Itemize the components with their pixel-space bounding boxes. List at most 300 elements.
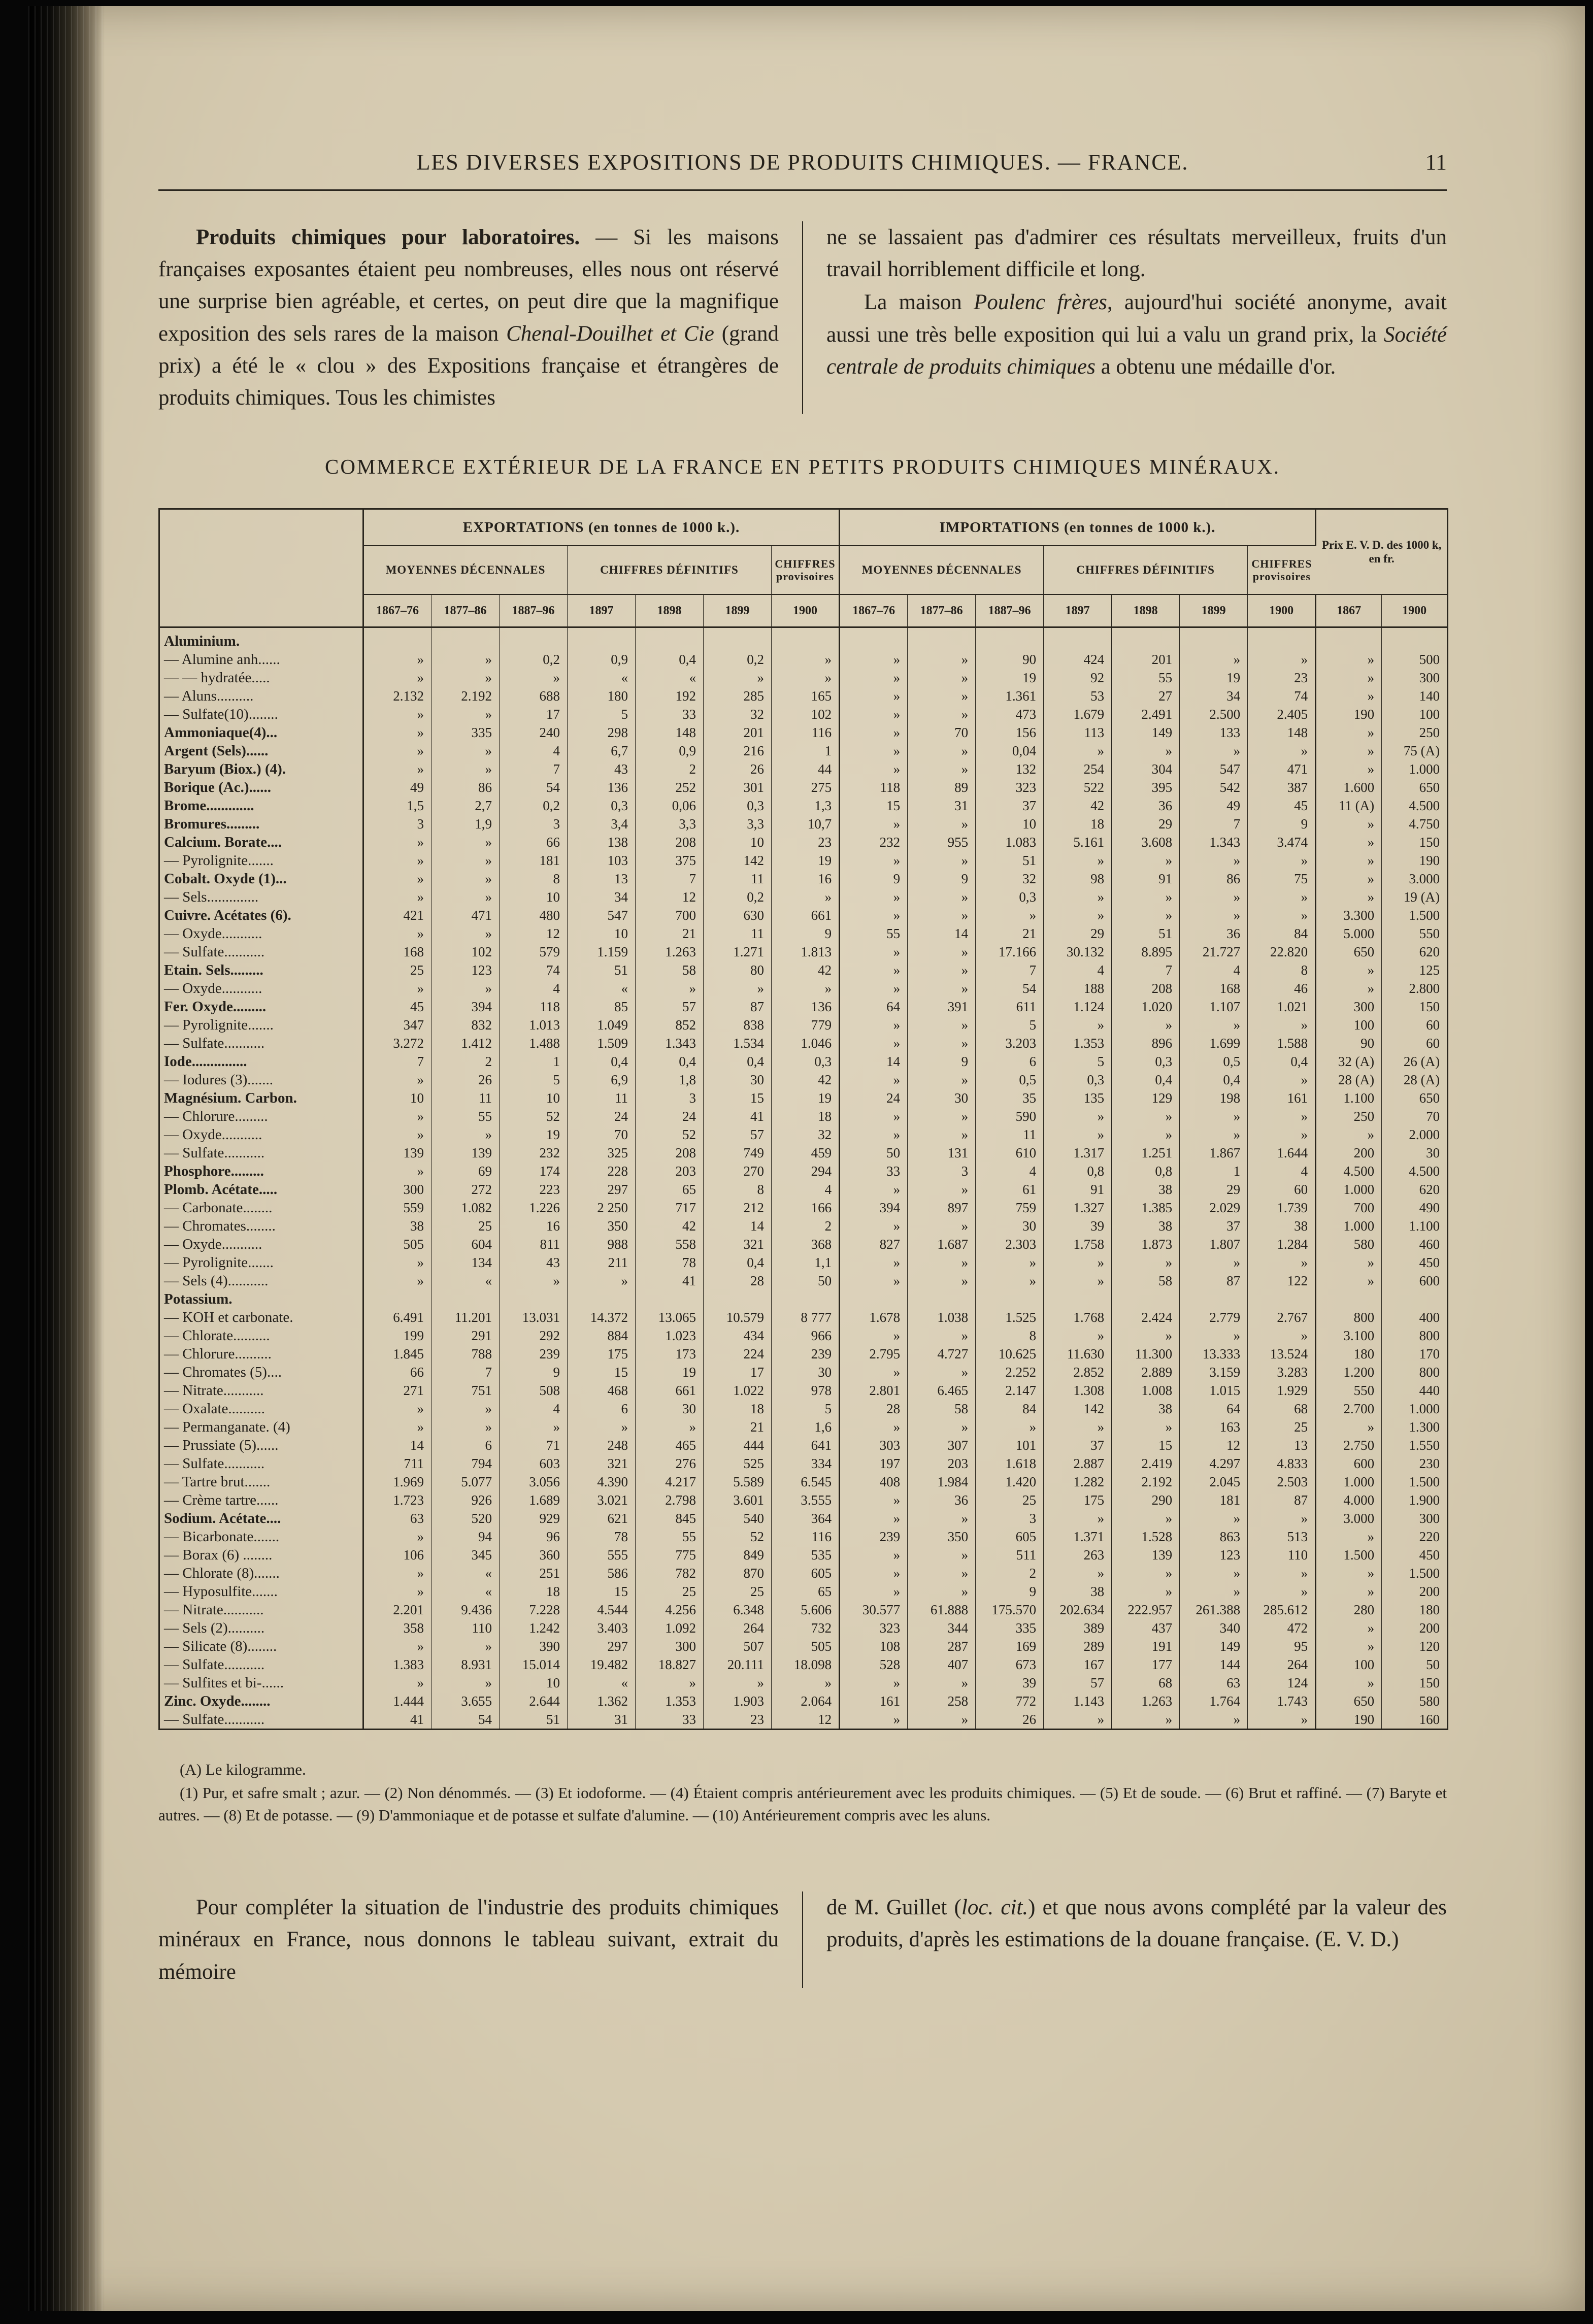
table-cell: 100 — [1316, 1655, 1382, 1674]
table-cell: 161 — [1248, 1089, 1316, 1107]
table-cell: 0,4 — [1180, 1071, 1248, 1089]
table-cell: 264 — [1248, 1655, 1316, 1674]
table-cell: » — [908, 906, 976, 924]
table-cell: 33 — [840, 1162, 908, 1180]
table-cell: 38 — [363, 1217, 432, 1235]
table-cell: 86 — [432, 778, 500, 796]
table-cell: 350 — [908, 1528, 976, 1546]
table-cell: 759 — [976, 1199, 1044, 1217]
row-label: — Bicarbonate....... — [159, 1528, 363, 1546]
table-cell: 364 — [772, 1509, 840, 1528]
table-cell: » — [432, 1125, 500, 1144]
table-cell: 1.159 — [568, 943, 636, 961]
table-cell: 89 — [908, 778, 976, 796]
table-cell: 579 — [500, 943, 568, 961]
table-cell: 303 — [840, 1436, 908, 1454]
table-cell: 202.634 — [1044, 1601, 1112, 1619]
table-cell — [908, 627, 976, 651]
table-cell: 749 — [704, 1144, 772, 1162]
table-row — [159, 1454, 1448, 1473]
table-row — [159, 906, 1448, 924]
table-cell: 0,2 — [704, 650, 772, 669]
table-section-row — [159, 1290, 1448, 1308]
table-cell: 2.852 — [1044, 1363, 1112, 1381]
table-cell: » — [908, 1272, 976, 1290]
table-cell — [772, 627, 840, 651]
table-cell: 1.903 — [704, 1692, 772, 1710]
table-cell: 450 — [1419, 1547, 1440, 1563]
table-cell: 25 — [636, 1582, 704, 1601]
table-cell: 897 — [908, 1199, 976, 1217]
table-cell: » — [432, 705, 500, 723]
table-cell: 5 — [1044, 1052, 1112, 1071]
table-cell: 1 — [500, 1052, 568, 1071]
table-cell: 28 — [840, 1400, 908, 1418]
table-cell: 471 — [432, 906, 500, 924]
table-cell: » — [1248, 888, 1316, 906]
table-cell: » — [840, 1363, 908, 1381]
table-cell: 22.820 — [1248, 943, 1316, 961]
table-cell: 32 — [704, 705, 772, 723]
table-cell: » — [1044, 1710, 1112, 1730]
table-cell: 285 — [704, 687, 772, 705]
table-cell: 0,4 — [636, 1052, 704, 1071]
table-cell — [1248, 627, 1316, 651]
table-cell: 1.739 — [1248, 1199, 1316, 1217]
table-cell: 6 — [568, 1400, 636, 1418]
table-cell: » — [840, 943, 908, 961]
intro-right-column — [802, 221, 1447, 414]
table-cell: 4.256 — [636, 1601, 704, 1619]
table-cell: 18 — [772, 1107, 840, 1125]
table-cell: 18.827 — [636, 1655, 704, 1674]
table-cell: 25 — [1248, 1418, 1316, 1436]
table-cell: 8 — [704, 1180, 772, 1199]
table-cell: » — [908, 742, 976, 760]
footnote-kilogramme: (A) Le kilogramme. — [180, 1761, 306, 1779]
table-cell: 1.644 — [1248, 1144, 1316, 1162]
table-cell: 782 — [636, 1564, 704, 1582]
table-cell: 15 — [840, 796, 908, 815]
table-row — [159, 1107, 1448, 1125]
table-cell: 11.300 — [1112, 1345, 1180, 1363]
table-cell: » — [772, 979, 840, 998]
table-cell: » — [432, 851, 500, 870]
table-cell: » — [1112, 1564, 1180, 1582]
table-row — [159, 778, 1448, 796]
table-cell: 800 — [1419, 1328, 1440, 1344]
table-cell: 161 — [840, 1692, 908, 1710]
table-cell: 4 — [500, 979, 568, 998]
table-cell: 70 — [1426, 1109, 1440, 1124]
table-row — [159, 1217, 1448, 1235]
table-cell: 800 — [1419, 1365, 1440, 1380]
table-cell: 74 — [500, 961, 568, 979]
table-cell: 1.385 — [1112, 1199, 1180, 1217]
table-cell: 4.500 — [1409, 798, 1440, 814]
table-cell: 41 — [363, 1710, 432, 1730]
table-cell: » — [432, 669, 500, 687]
table-cell: 167 — [1044, 1655, 1112, 1674]
table-cell: 19 — [500, 1125, 568, 1144]
table-cell: 827 — [840, 1235, 908, 1253]
table-cell: 0,4 — [568, 1052, 636, 1071]
table-cell: 2.798 — [636, 1491, 704, 1509]
table-row — [159, 1436, 1448, 1454]
table-cell — [1382, 627, 1448, 651]
table-cell: 100 — [1316, 1016, 1382, 1034]
table-cell: 10,7 — [772, 815, 840, 833]
table-cell: 301 — [704, 778, 772, 796]
table-cell: 34 — [568, 888, 636, 906]
table-cell: 661 — [636, 1381, 704, 1400]
table-cell: 15 — [568, 1363, 636, 1381]
row-label: — Sulfate(10)........ — [159, 705, 363, 723]
table-cell: 2.779 — [1180, 1308, 1248, 1326]
table-cell: » — [1044, 888, 1112, 906]
table-cell: 794 — [432, 1454, 500, 1473]
row-label: Brome............. — [159, 796, 363, 815]
table-cell: 8 — [976, 1326, 1044, 1345]
table-cell: 1.534 — [704, 1034, 772, 1052]
table-cell: 44 — [772, 760, 840, 778]
table-cell: » — [976, 906, 1044, 924]
table-cell: 620 — [1419, 944, 1440, 960]
table-cell: 240 — [500, 723, 568, 742]
table-cell: 2.303 — [976, 1235, 1044, 1253]
table-cell: 4.750 — [1409, 816, 1440, 832]
table-cell: » — [363, 833, 432, 851]
table-cell: 0,04 — [976, 742, 1044, 760]
table-body — [159, 627, 1448, 1730]
table-cell: 96 — [500, 1528, 568, 1546]
table-cell: 11 — [432, 1089, 500, 1107]
table-cell — [1044, 627, 1112, 651]
table-cell: 550 — [1316, 1381, 1382, 1400]
page-header — [158, 149, 1447, 175]
table-cell: 21 — [704, 1418, 772, 1436]
table-cell: 1.000 — [1409, 761, 1440, 777]
table-cell: » — [363, 1528, 432, 1546]
table-cell: 558 — [636, 1235, 704, 1253]
table-cell: 1.022 — [704, 1381, 772, 1400]
table-cell: » — [1316, 979, 1382, 998]
table-cell: 165 — [772, 687, 840, 705]
table-cell: 1.000 — [1316, 1473, 1382, 1491]
closing-left-column — [158, 1891, 802, 1988]
table-cell: 132 — [976, 760, 1044, 778]
table-cell: 347 — [363, 1016, 432, 1034]
table-cell: 116 — [772, 1528, 840, 1546]
table-cell: 3.474 — [1248, 833, 1316, 851]
table-cell: 250 — [1419, 725, 1440, 741]
table-cell: 1.263 — [636, 943, 704, 961]
table-cell: 600 — [1316, 1454, 1382, 1473]
table-cell: 520 — [432, 1509, 500, 1528]
table-cell: 60 — [1248, 1180, 1316, 1199]
table-row — [159, 979, 1448, 998]
table-cell: » — [1112, 1016, 1180, 1034]
table-cell: 280 — [1316, 1601, 1382, 1619]
table-row — [159, 1253, 1448, 1272]
table-cell: 150 — [1419, 1675, 1440, 1691]
table-row — [159, 723, 1448, 742]
table-cell: » — [840, 1107, 908, 1125]
table-cell: » — [1248, 1107, 1316, 1125]
table-cell: 17 — [704, 1363, 772, 1381]
footnotes — [158, 1758, 1447, 1827]
table-cell: 4.727 — [908, 1345, 976, 1363]
table-cell: » — [432, 650, 500, 669]
table-cell: 10 — [568, 924, 636, 943]
table-cell — [568, 627, 636, 651]
table-cell: 1.984 — [908, 1473, 976, 1491]
table-cell: 1.038 — [908, 1308, 976, 1326]
table-cell: 838 — [704, 1016, 772, 1034]
table-row — [159, 924, 1448, 943]
table-cell: 20.111 — [704, 1655, 772, 1674]
row-label: Magnésium. Carbon. — [159, 1089, 363, 1107]
table-cell: 135 — [1044, 1089, 1112, 1107]
table-cell: » — [1248, 1582, 1316, 1601]
table-row — [159, 1162, 1448, 1180]
table-cell: » — [908, 1326, 976, 1345]
table-cell: 54 — [500, 778, 568, 796]
closing-paragraph — [158, 1891, 779, 1988]
table-cell: » — [1248, 650, 1316, 669]
table-cell: 177 — [1112, 1655, 1180, 1674]
table-cell: 16 — [772, 870, 840, 888]
table-cell: » — [432, 1637, 500, 1655]
table-cell: » — [908, 979, 976, 998]
table-cell — [568, 1290, 636, 1308]
table-cell: 78 — [636, 1253, 704, 1272]
table-cell: » — [908, 705, 976, 723]
table-cell: 9 — [840, 870, 908, 888]
table-cell: » — [908, 650, 976, 669]
table-cell: 23 — [704, 1710, 772, 1730]
row-label: Potassium. — [159, 1290, 363, 1308]
table-cell: 600 — [1419, 1273, 1440, 1289]
row-label: — Nitrate........... — [159, 1601, 363, 1619]
table-cell: 200 — [1419, 1620, 1440, 1636]
table-cell: » — [908, 1107, 976, 1125]
table-cell: 5 — [772, 1400, 840, 1418]
table-cell: 80 — [704, 961, 772, 979]
table-cell: 175 — [568, 1345, 636, 1363]
table-cell: 590 — [976, 1107, 1044, 1125]
table-cell: « — [432, 1272, 500, 1290]
table-cell: 271 — [363, 1381, 432, 1400]
table-cell: 1.528 — [1112, 1528, 1180, 1546]
table-cell: 181 — [1180, 1491, 1248, 1509]
table-cell: » — [1180, 1582, 1248, 1601]
table-cell: 1.500 — [1409, 908, 1440, 923]
table-cell — [1248, 1290, 1316, 1308]
table-cell: » — [363, 650, 432, 669]
table-cell: 1.679 — [1044, 705, 1112, 723]
table-cell: 57 — [1044, 1674, 1112, 1692]
table-cell: 181 — [500, 851, 568, 870]
table-cell: 10 — [500, 1089, 568, 1107]
table-cell: » — [363, 1674, 432, 1692]
table-cell: » — [976, 1418, 1044, 1436]
table-cell: » — [1316, 669, 1382, 687]
table-cell: 650 — [1316, 943, 1382, 961]
table-cell: 139 — [1112, 1546, 1180, 1564]
table-cell: 350 — [568, 1217, 636, 1235]
table-cell: 19 (A) — [1403, 889, 1440, 905]
table-cell: 134 — [432, 1253, 500, 1272]
table-cell: 38 — [1112, 1217, 1180, 1235]
table-cell: 174 — [500, 1162, 568, 1180]
table-cell: 85 — [568, 998, 636, 1016]
table-cell: 149 — [1180, 1637, 1248, 1655]
table-cell: 1,3 — [772, 796, 840, 815]
table-cell: » — [1316, 687, 1382, 705]
table-cell: 2.424 — [1112, 1308, 1180, 1326]
table-cell: 15 — [1112, 1436, 1180, 1454]
table-cell: 1.764 — [1180, 1692, 1248, 1710]
table-row — [159, 1418, 1448, 1436]
table-cell: 490 — [1419, 1200, 1440, 1216]
table-cell: 87 — [1180, 1272, 1248, 1290]
table-cell: 276 — [636, 1454, 704, 1473]
table-cell: » — [363, 669, 432, 687]
year-header: 1898 — [1112, 594, 1180, 627]
table-cell: 511 — [976, 1546, 1044, 1564]
table-cell — [636, 627, 704, 651]
table-cell: » — [1316, 1125, 1382, 1144]
table-cell: 18 — [1044, 815, 1112, 833]
row-label: Argent (Sels)...... — [159, 742, 363, 760]
table-cell: 605 — [976, 1528, 1044, 1546]
table-cell: » — [432, 742, 500, 760]
table-cell: 140 — [1419, 688, 1440, 704]
table-cell: 41 — [636, 1272, 704, 1290]
table-cell: 208 — [636, 833, 704, 851]
table-cell: 294 — [772, 1162, 840, 1180]
table-cell: 610 — [976, 1144, 1044, 1162]
table-cell: 1.263 — [1112, 1692, 1180, 1710]
table-cell: 252 — [636, 778, 704, 796]
table-cell: 389 — [1044, 1619, 1112, 1637]
table-cell: 4.217 — [636, 1473, 704, 1491]
chiffres-header-imp: CHIFFRES DÉFINITIFS — [1044, 546, 1248, 594]
table-cell: 10 — [363, 1089, 432, 1107]
table-cell: 166 — [772, 1199, 840, 1217]
table-cell: 444 — [704, 1436, 772, 1454]
table-cell: 61.888 — [908, 1601, 976, 1619]
table-cell: 180 — [1419, 1602, 1440, 1618]
table-cell: 49 — [1180, 796, 1248, 815]
table-cell: 775 — [636, 1546, 704, 1564]
table-cell: » — [840, 742, 908, 760]
table-cell: 1.618 — [976, 1454, 1044, 1473]
table-cell: 525 — [704, 1454, 772, 1473]
table-cell: 101 — [976, 1436, 1044, 1454]
table-cell: 300 — [1316, 998, 1382, 1016]
table-cell: 1.282 — [1044, 1473, 1112, 1491]
table-cell: 1.226 — [500, 1199, 568, 1217]
table-cell: 0,3 — [704, 796, 772, 815]
table-cell: 929 — [500, 1509, 568, 1528]
table-cell: 110 — [1248, 1546, 1316, 1564]
table-cell: 5.606 — [772, 1601, 840, 1619]
table-cell: » — [1112, 1107, 1180, 1125]
table-cell: 845 — [636, 1509, 704, 1528]
table-cell: » — [1044, 1016, 1112, 1034]
table-cell: 0,4 — [704, 1052, 772, 1071]
table-cell: 25 — [704, 1582, 772, 1601]
table-cell: 52 — [500, 1107, 568, 1125]
table-cell: 228 — [568, 1162, 636, 1180]
table-cell: 12 — [772, 1710, 840, 1730]
table-cell: 58 — [908, 1400, 976, 1418]
row-label: — Sulfites et bi-...... — [159, 1674, 363, 1692]
row-label: — Sulfate........... — [159, 1655, 363, 1674]
table-cell: 555 — [568, 1546, 636, 1564]
table-cell: 1.100 — [1409, 1218, 1440, 1234]
table-cell: 1.550 — [1409, 1438, 1440, 1453]
table-cell: 287 — [908, 1637, 976, 1655]
table-cell: 66 — [363, 1363, 432, 1381]
table-cell: 39 — [976, 1674, 1044, 1692]
table-cell: 1.371 — [1044, 1528, 1112, 1546]
table-cell: 64 — [840, 998, 908, 1016]
table-cell: 717 — [636, 1199, 704, 1217]
table-cell: 239 — [772, 1345, 840, 1363]
row-label: — Sels (4)........... — [159, 1272, 363, 1290]
table-cell: 661 — [772, 906, 840, 924]
table-cell: » — [363, 1400, 432, 1418]
table-cell: » — [840, 1326, 908, 1345]
table-cell: 95 — [1248, 1637, 1316, 1655]
table-cell: 1.343 — [1180, 833, 1248, 851]
table-cell: » — [363, 979, 432, 998]
table-cell: 3.403 — [568, 1619, 636, 1637]
table-cell: 75 — [1248, 870, 1316, 888]
text-segment: Pour compléter la situation de l'industrie des produits chimiques minéraux en France, nous donnons le tableau suivant, extrait du mémoire — [158, 1896, 779, 1984]
table-cell: 55 — [636, 1528, 704, 1546]
row-label: — Sels (2).......... — [159, 1619, 363, 1637]
table-cell: 180 — [568, 687, 636, 705]
row-label: Cuivre. Acétates (6). — [159, 906, 363, 924]
row-label: Calcium. Borate.... — [159, 833, 363, 851]
table-cell: » — [908, 1180, 976, 1199]
table-cell: 4 — [1044, 961, 1112, 979]
table-cell: 13.333 — [1180, 1345, 1248, 1363]
table-cell — [1316, 1290, 1382, 1308]
table-cell: 1.271 — [704, 943, 772, 961]
table-cell: 4.297 — [1180, 1454, 1248, 1473]
table-row — [159, 1180, 1448, 1199]
table-cell: » — [1180, 1710, 1248, 1730]
table-cell: 1.021 — [1248, 998, 1316, 1016]
header-rule — [158, 189, 1447, 191]
table-cell: 113 — [1044, 723, 1112, 742]
table-cell: 395 — [1112, 778, 1180, 796]
table-cell: 292 — [500, 1326, 568, 1345]
table-cell: 0,3 — [976, 888, 1044, 906]
table-cell: 1.082 — [432, 1199, 500, 1217]
table-row — [159, 1326, 1448, 1345]
table-cell: 832 — [432, 1016, 500, 1034]
table-row — [159, 1564, 1448, 1582]
table-cell: 2,7 — [432, 796, 500, 815]
table-cell: 3,3 — [704, 815, 772, 833]
table-cell: » — [363, 1418, 432, 1436]
